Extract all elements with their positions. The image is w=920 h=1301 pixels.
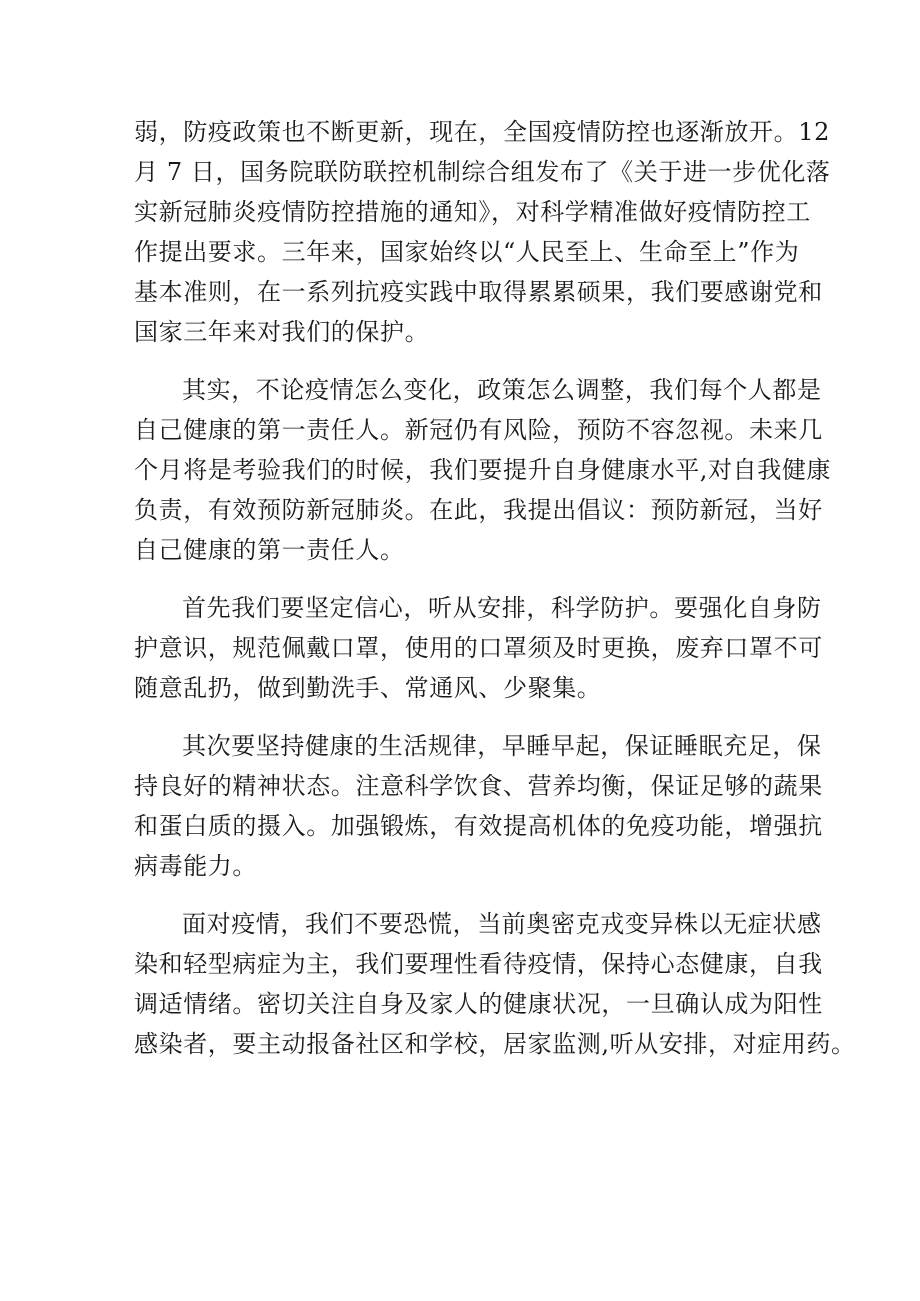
text-line: 其次要坚持健康的生活规律，早睡早起，保证睡眠充足，保 <box>182 732 822 760</box>
text-line: 护意识，规范佩戴口罩，使用的口罩须及时更换，废弃口罩不可 <box>134 634 823 662</box>
text-line: 持良好的精神状态。注意科学饮食、营养均衡，保证足够的蔬果 <box>134 772 823 800</box>
text-line: 实新冠肺炎疫情防控措施的通知》，对科学精准做好疫情防控工 <box>134 198 811 226</box>
text-line: 和蛋白质的摄入。加强锻炼，有效提高机体的免疫功能，增强抗 <box>134 812 823 840</box>
text-line: 病毒能力。 <box>134 852 257 880</box>
text-line: 自己健康的第一责任人。 <box>134 536 405 564</box>
text-line: 作提出要求。三年来，国家始终以“人民至上、生命至上”作为 <box>134 238 800 266</box>
paragraph-healthy-lifestyle <box>134 726 823 886</box>
paragraph-facing-epidemic <box>134 904 856 1064</box>
text-line: 感染者，要主动报备社区和学校，居家监测,听从安排，对症用药。 <box>134 1030 856 1058</box>
text-line: 弱，防疫政策也不断更新，现在，全国疫情防控也逐渐放开。12 <box>134 118 830 146</box>
text-line: 面对疫情，我们不要恐慌，当前奥密克戎变异株以无症状感 <box>182 910 822 938</box>
text-line: 随意乱扔，做到勤洗手、常通风、少聚集。 <box>134 674 602 702</box>
text-line: 国家三年来对我们的保护。 <box>134 318 430 346</box>
text-line: 染和轻型病症为主，我们要理性看待疫情，保持心态健康，自我 <box>134 950 823 978</box>
text-line: 负责，有效预防新冠肺炎。在此，我提出倡议：预防新冠，当好 <box>134 496 823 524</box>
text-line: 调适情绪。密切关注自身及家人的健康状况，一旦确认成为阳性 <box>134 990 823 1018</box>
text-line: 个月将是考验我们的时候，我们要提升自身健康水平,对自我健康 <box>134 456 832 484</box>
document-body <box>134 112 856 1064</box>
text-line: 自己健康的第一责任人。新冠仍有风险，预防不容忽视。未来几 <box>134 416 823 444</box>
paragraph-personal-responsibility <box>134 370 832 570</box>
text-line: 其实，不论疫情怎么变化，政策怎么调整，我们每个人都是 <box>182 376 822 404</box>
paragraph-protection-measures <box>134 588 823 708</box>
paragraph-policy-update <box>134 112 831 352</box>
text-line: 首先我们要坚定信心，听从安排，科学防护。要强化自身防 <box>182 594 822 622</box>
text-line: 基本准则，在一系列抗疫实践中取得累累硕果，我们要感谢党和 <box>134 278 823 306</box>
text-line: 月 7 日，国务院联防联控机制综合组发布了《关于进一步优化落 <box>134 158 831 186</box>
